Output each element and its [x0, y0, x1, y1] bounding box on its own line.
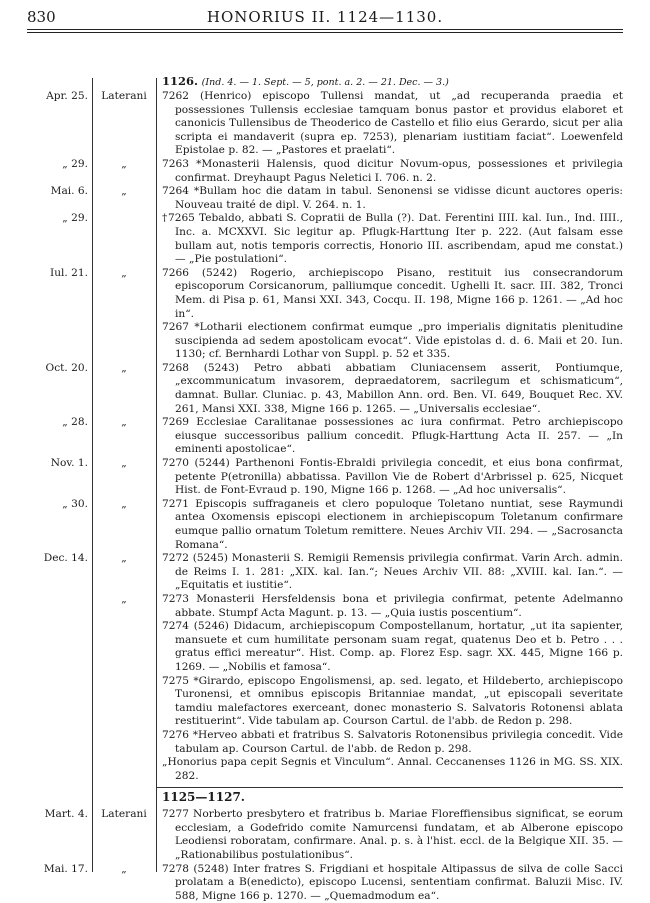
entry-date: „ 29.	[62, 212, 88, 225]
entry-text: 7276 *Herveo abbati et fratribus S. Salvatoris Rotonensibus privilegia concedit. Vide tabulam ap. Courson Cartul. de l'abb. de Redon p. 298.	[162, 728, 623, 755]
entry-date: Apr. 25.	[46, 90, 88, 102]
entry-text: 7275 *Girardo, episcopo Engolismensi, ap. sed. legato, et Hildeberto, archiepiscopo Turonensi, et omnibus episcopis Britanniae mandat, „ut episcopali severitate tamdiu malefactores exerceant, donec monasterio S. Salvatoris Rotonensi ablata restituerint“. Vide tabulam ap. Courson Cartul. de l'abb. de Redon p. 298.	[162, 674, 623, 728]
year-note: (Ind. 4. — 1. Sept. — 5, pont. a. 2. — 21. Dec. — 3.)	[201, 77, 449, 88]
year-label: 1126.	[162, 74, 199, 88]
entry-row	[0, 593, 650, 620]
entry-date: Dec. 14.	[43, 552, 88, 565]
entry-date: Nov. 1.	[50, 457, 88, 470]
entry-text: 7277 Norberto presbytero et fratribus b. Mariae Floreffiensibus significat, se eorum ecclesiam, a Godefrido comite Namurcensi fundatam, et ab Alberone episcopo Leodiensi roboratam, confirmare. Anal. p. s. à l'hist. eccl. de la Belgique XII. 35. — „Rationabilibus postulationibus“.	[162, 808, 623, 862]
entry-row	[0, 675, 650, 729]
entry-date: Mai. 17.	[43, 862, 88, 875]
entry-row	[0, 620, 650, 674]
entries-1126	[0, 90, 650, 756]
entry-row	[0, 552, 650, 593]
section-heading: 1125—1127.	[162, 790, 245, 805]
entry-place: „	[121, 361, 127, 374]
entry-date: Oct. 20.	[45, 361, 88, 374]
entry-row	[0, 267, 650, 321]
entry-date: „ 28.	[62, 416, 88, 429]
entry-text: 7268 (5243) Petro abbati abbatiam Cluniacensem asserit, Pontiumque, „excommunicatum invasorem, depraedatorem, sacrilegum et schismaticum“, damnat. Bullar. Cluniac. p. 43, Mabillon Ann. ord. Ben. VI. 649, Bouquet Rec. XV. 261, Mansi XXI. 338, Migne 166 p. 1265. — „Universalis ecclesiae“.	[162, 361, 623, 415]
entry-place: „	[121, 157, 127, 170]
entry-row	[0, 321, 650, 362]
entry-text: 7264 *Bullam hoc die datam in tabul. Senonensi se vidisse dicunt auctores operis: Nouveau traité de dipl. V. 264. n. 1.	[162, 185, 623, 211]
page-header	[27, 4, 623, 26]
entry-row	[0, 457, 650, 498]
entry-text: †7265 Tebaldo, abbati S. Copratii de Bulla (?). Dat. Ferentini IIII. kal. Iun., Ind. IIII., Inc. a. MCXXVI. Sic legitur ap. Pflugk-Harttung Iter p. 222. (Aut falsam esse bullam aut, notis temporis correctis, Honorio III. ascribendam, apud me constat.) — „Pie postulationi“.	[162, 212, 623, 266]
entry-place: „	[121, 592, 127, 605]
entry-place: Laterani	[101, 90, 147, 102]
entry-row	[0, 212, 650, 266]
entry-row	[0, 498, 650, 552]
entry-place: „	[121, 416, 127, 429]
running-head: HONORIUS II. 1124—1130.	[206, 8, 444, 26]
entry-date: Mart. 4.	[44, 808, 88, 821]
entry-place: „	[121, 457, 127, 470]
entry-date: Iul. 21.	[50, 266, 88, 279]
entry-row	[0, 729, 650, 756]
entry-text: 7274 (5246) Didacum, archiepiscopum Compostellanum, hortatur, „ut ita sapienter, mansuete et cum humilitate personam suam regat, quatenus Deo et b. Petro . . . gratus effici mereatur“. Hist. Comp. ap. Florez Esp. sagr. XX. 445, Migne 166 p. 1269. — „Nobilis et famosa“.	[162, 620, 623, 673]
section-separator	[157, 787, 623, 788]
entry-row	[0, 416, 650, 457]
entry-place: „	[121, 497, 127, 510]
main-content	[0, 74, 650, 903]
entry-text: 7278 (5248) Inter fratres S. Frigdiani et hospitale Altipassus de silva de colle Sacci prolatam a B(enedicto), episcopo Lucensi, sententiam confirmat. Baluzii Misc. IV. 588, Migne 166 p. 1270. — „Quemadmodum ea“.	[162, 862, 623, 902]
entry-row	[0, 863, 650, 903]
entry-place: Laterani	[101, 808, 147, 821]
entry-row	[0, 808, 650, 862]
entry-text: 7266 (5242) Rogerio, archiepiscopo Pisano, restituit ius consecrandorum episcoporum Corsicanorum, palliumque concedit. Ughelli It. sacr. III. 382, Tronci Mem. di Pisa p. 61, Mansi XXI. 343, Cocqu. II. 198, Migne 166 p. 1261. — „Ad hoc in“.	[162, 266, 623, 320]
entry-text: 7273 Monasterii Hersfeldensis bona et privilegia confirmat, petente Adelmanno abbate. Stumpf Acta Magunt. p. 13. — „Quia iustis poscentium“.	[162, 592, 623, 619]
header-rule	[27, 29, 623, 30]
entry-text: 7270 (5244) Parthenoni Fontis-Ebraldi privilegia concedit, et eius bona confirmat, petente P(etronilla) abbatissa. Pavillon Vie de Robert d'Arbrissel p. 625, Nicquet Hist. de Font-Evraud p. 190, Migne 166 p. 1268. — „Ad hoc universalis“.	[162, 457, 623, 497]
entry-text: 7267 *Lotharii electionem confirmat eumque „pro imperialis dignitatis plenitudine suscipienda ad sedem apostolicam evocat“. Vide epistolas d. d. 6. Maii et 20. Iun. 1130; cf. Bernhardi Lothar von Suppl. p. 52 et 335.	[162, 321, 623, 361]
annal-note: „Honorius papa cepit Segnis et Vinculum“. Annal. Ceccanenses 1126 in MG. SS. XIX. 282.	[162, 756, 623, 782]
entry-text: 7269 Ecclesiae Caralitanae possessiones ac iura confirmat. Petro archiepiscopo eiusque successoribus pallium concedit. Pflugk-Harttung Acta II. 257. — „In eminenti apostolicae“.	[162, 416, 623, 456]
entry-text: 7272 (5245) Monasterii S. Remigii Remensis privilegia confirmat. Varin Arch. admin. de Reims I. 1. 281: „XIX. kal. Ian.“; Neues Archiv VII. 88: „XVIII. kal. Ian.“. — „Equitatis et iustitie“.	[162, 552, 623, 592]
entry-date: „ 29.	[62, 157, 88, 170]
entry-date: „ 30.	[62, 497, 88, 510]
entry-place: „	[121, 552, 127, 565]
entry-text: 7262 (Henrico) episcopo Tullensi mandat, ut „ad recuperanda praedia et possessiones Tullensis ecclesiae tamquam bonus pastor et providus elaboret et canonicis Tullensibus de Theoderico de Castello et filio eius Gerardo, sicut per alia scripta ei mandaverit (supra ep. 7253), plenariam iustitiam faciat“. Loewenfeld Epistolae p. 82. — „Pastores et praelati“.	[162, 90, 623, 157]
entries-1125-1127	[0, 808, 650, 903]
entry-place: „	[121, 185, 127, 198]
entry-row	[0, 362, 650, 416]
entry-date: Mai. 6.	[50, 185, 88, 198]
entry-row	[0, 90, 650, 158]
page-number: 830	[27, 8, 56, 26]
entry-row	[0, 185, 650, 212]
entry-place: „	[121, 862, 127, 875]
entry-row	[0, 158, 650, 185]
year-heading	[162, 74, 650, 88]
entry-place: „	[121, 266, 127, 279]
entry-text: 7263 *Monasterii Halensis, quod dicitur Novum-opus, possessiones et privilegia confirmat. Dreyhaupt Pagus Neletici I. 706. n. 2.	[162, 157, 623, 184]
header-rule-double	[27, 32, 623, 33]
entry-text: 7271 Episcopis suffraganeis et clero populoque Toletano nuntiat, sese Raymundi antea Oxomensis episcopi electionem in archiepiscopum Toletanum confirmare eumque pallio ornatum Toletum remittere. Neues Archiv VII. 294. — „Sacrosancta Romana“.	[162, 497, 623, 551]
